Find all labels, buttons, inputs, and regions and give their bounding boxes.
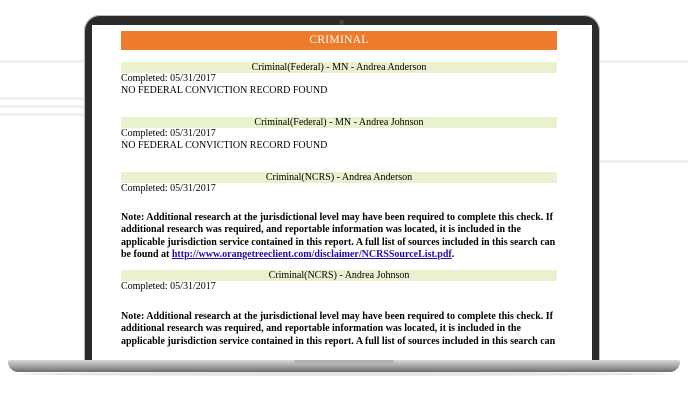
disclaimer-note: [121, 212, 557, 261]
record-result: NO FEDERAL CONVICTION RECORD FOUND: [121, 140, 328, 151]
source-list-link[interactable]: http://www.orangetreeclient.com/disclaimer/NCRSSourceList.pdf: [171, 248, 452, 260]
record-header: Criminal(Federal) - MN - Andrea Anderson: [121, 62, 557, 73]
background-check-report: [121, 31, 557, 348]
record-header: Criminal(Federal) - MN - Andrea Johnson: [121, 117, 557, 128]
note-end: .: [451, 248, 455, 260]
laptop-screen: [92, 25, 592, 368]
completed-date: Completed: 05/31/2017: [121, 73, 216, 84]
laptop-lid: [84, 15, 600, 368]
completed-date: Completed: 05/31/2017: [121, 281, 216, 293]
note-text: Note: Additional research at the jurisdictional level may have been required to complete this check. If additional research was required, and reportable information was located, it is included in the applicable jurisdiction service contained in this report. A full list of sources included in this search can be found at: [121, 212, 556, 260]
disclaimer-note: [121, 311, 557, 348]
completed-date: Completed: 05/31/2017: [121, 183, 216, 194]
record-header: Criminal(NCRS) - Andrea Anderson: [121, 172, 557, 183]
laptop-shadow: [20, 372, 668, 376]
section-title: CRIMINAL: [121, 31, 557, 50]
record-header: Criminal(NCRS) - Andrea Johnson: [121, 270, 557, 281]
note-text: Note: Additional research at the jurisdictional level may have been required to complete this check. If additional research was required, and reportable information was located, it is included in the applicable jurisdiction service contained in this report. A full list of sources included in this search can: [121, 311, 556, 347]
completed-date: Completed: 05/31/2017: [121, 128, 216, 139]
record-result: NO FEDERAL CONVICTION RECORD FOUND: [121, 85, 328, 96]
laptop-notch: [294, 360, 394, 365]
